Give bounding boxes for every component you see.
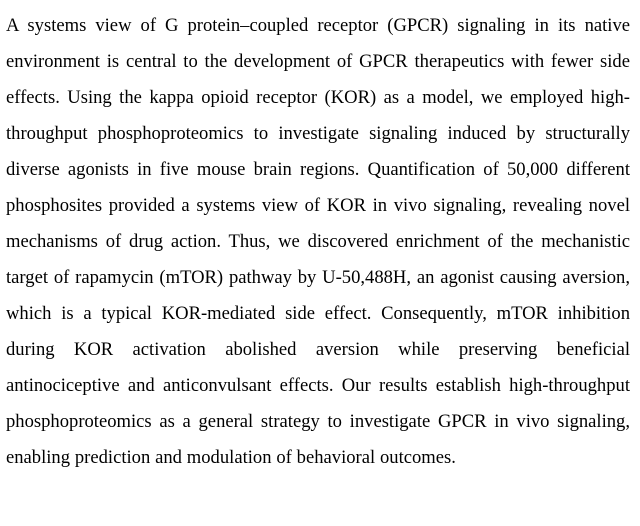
abstract-paragraph: A systems view of G protein–coupled receptor (GPCR) signaling in its native environment is central to the development of GPCR therapeutics with fewer side effects. Using the kappa opioid receptor (KOR) as a model, we employed high-throughput phosphoproteomics to investigate signaling induced by structurally diverse agonists in five mouse brain regions. Quantification of 50,000 different phosphosites provided a systems view of KOR in vivo signaling, revealing novel mechanisms of drug action. Thus, we discovered enrichment of the mechanistic target of rapamycin (mTOR) pathway by U-50,488H, an agonist causing aversion, which is a typical KOR-mediated side effect. Consequently, mTOR inhibition during KOR activation abolished aversion while preserving beneficial antinociceptive and anticonvulsant effects. Our results establish high-throughput phosphoproteomics as a general strategy to investigate GPCR in vivo signaling, enabling prediction and modulation of behavioral outcomes. xyxy=(6,15,630,468)
